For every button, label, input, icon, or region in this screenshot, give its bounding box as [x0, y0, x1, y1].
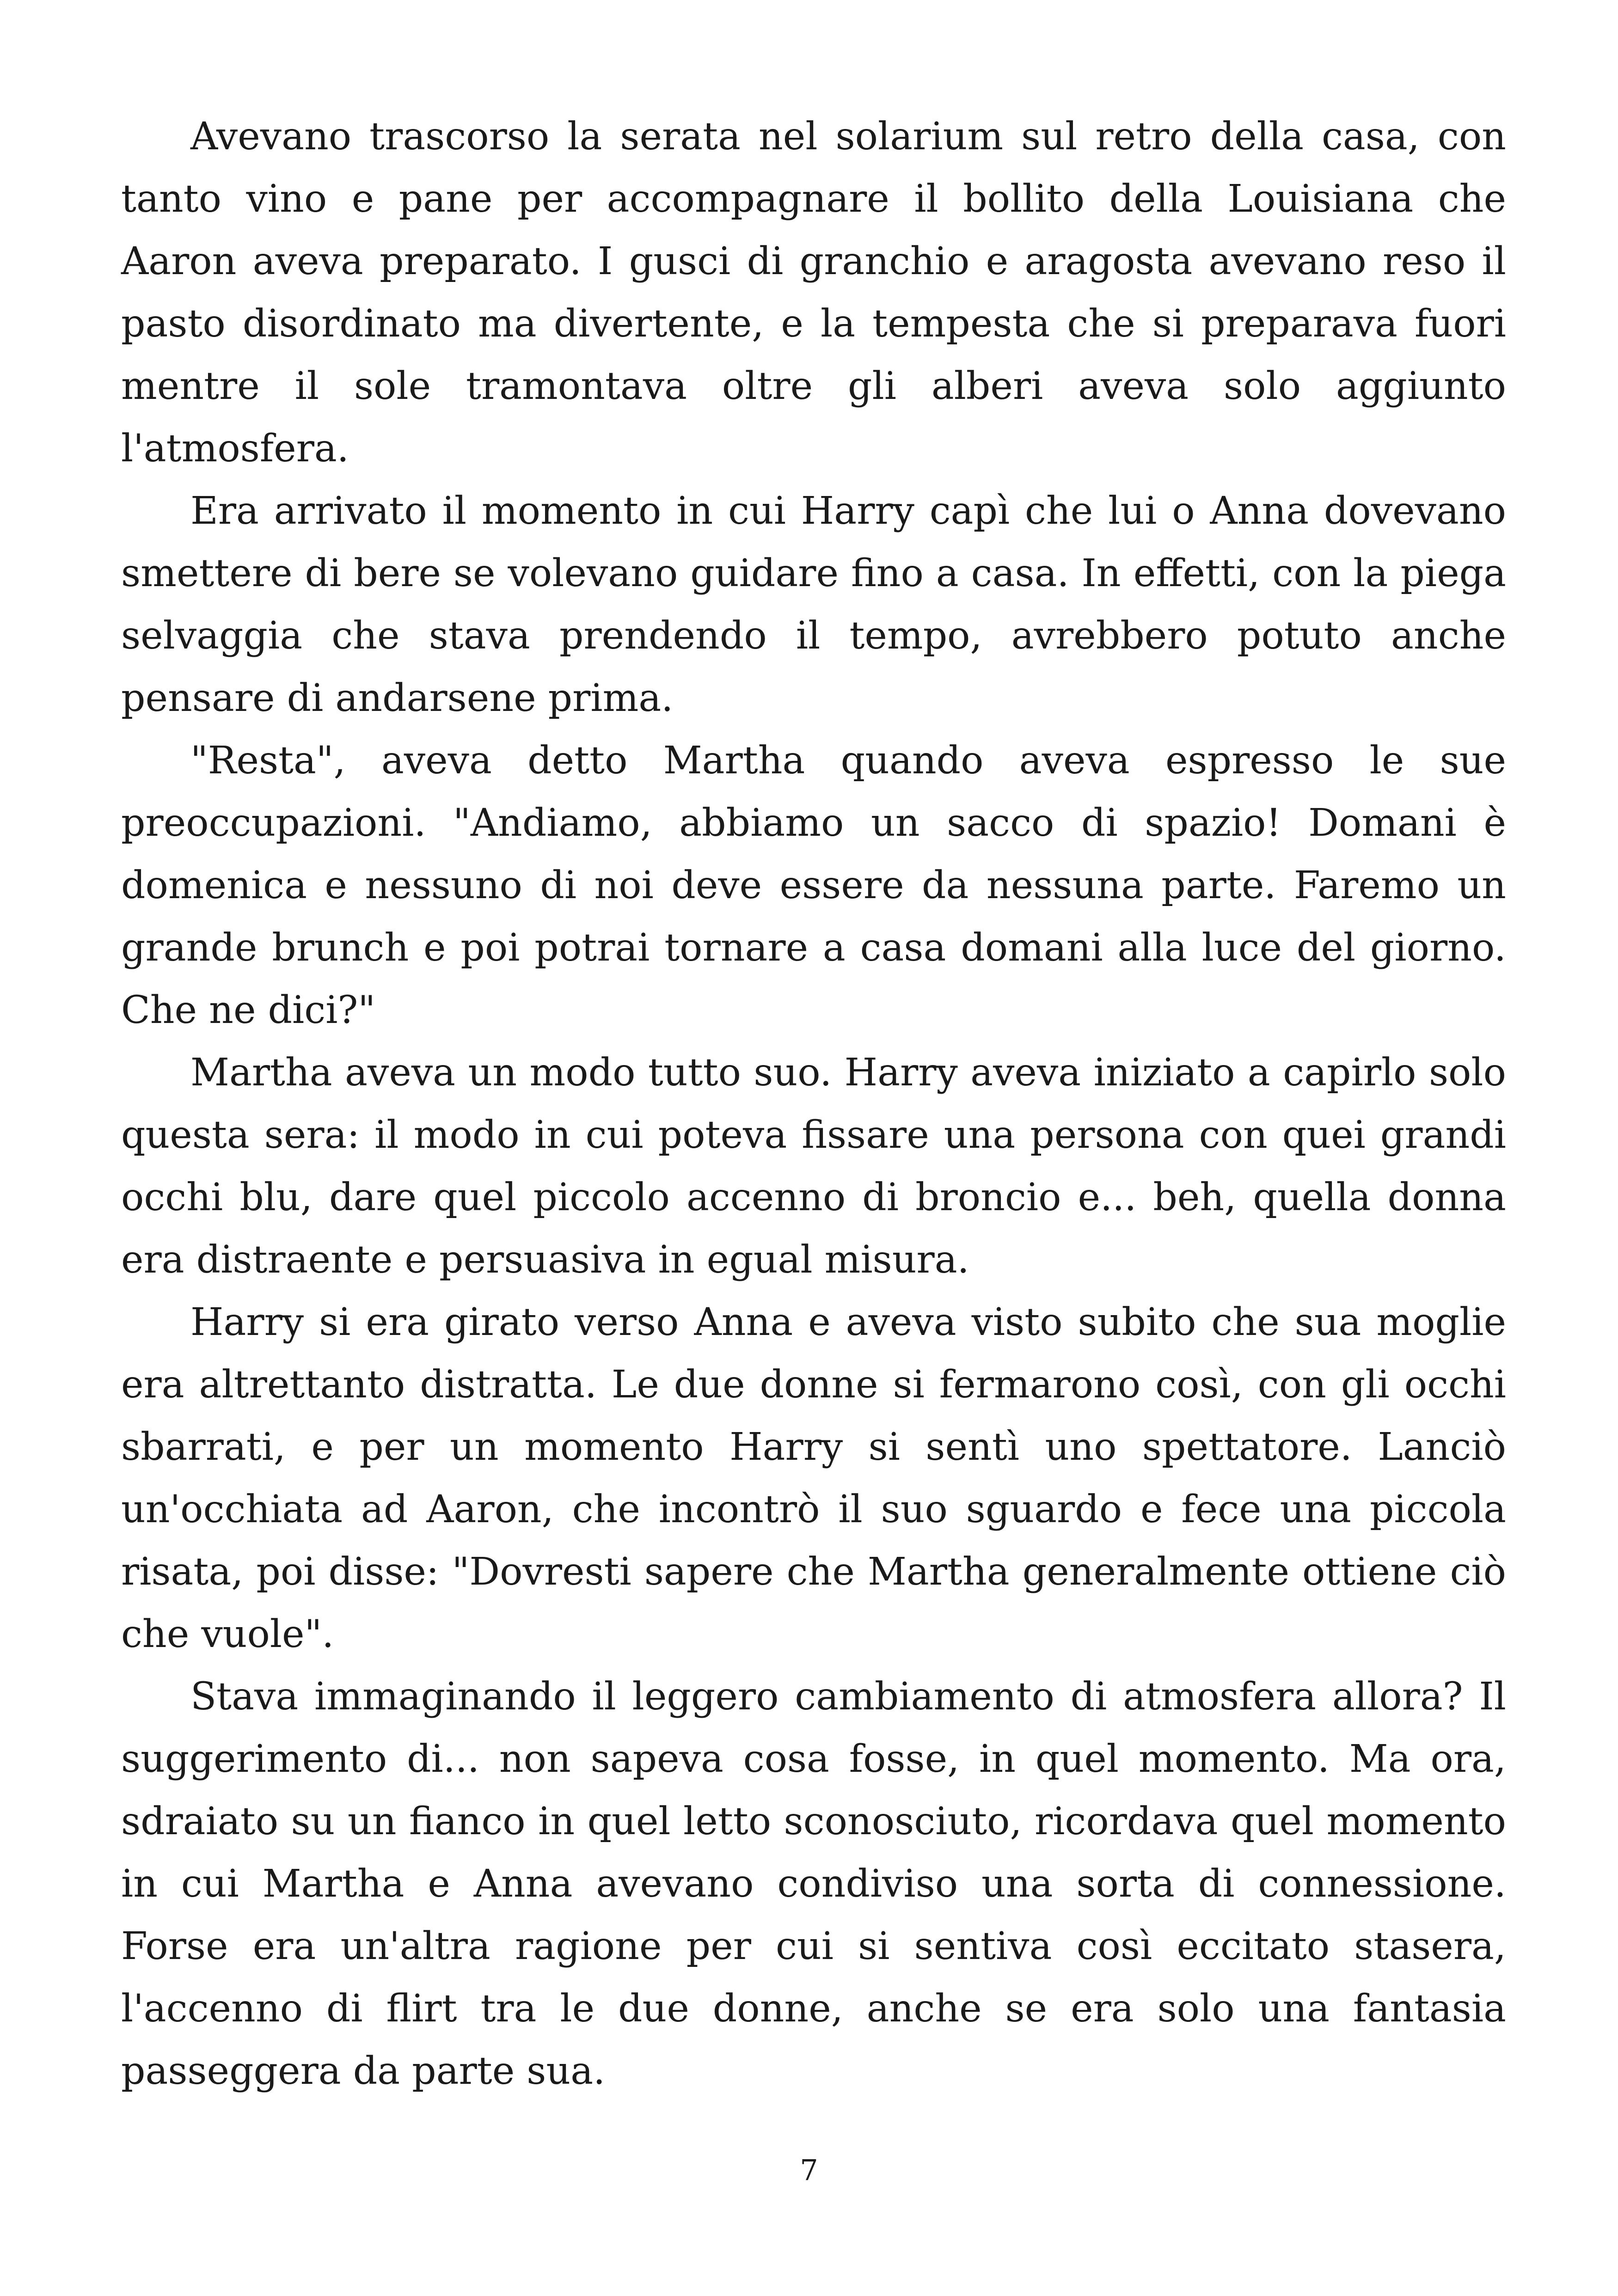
paragraph-5: Harry si era girato verso Anna e aveva visto subito che sua moglie era altrettanto distratta. Le due donne si fermarono così, con gli occhi sbarrati, e per un momento Harry si sentì uno spettatore. Lanciò un'occhiata ad Aaron, che incontrò il suo sguardo e fece una piccola risata, poi disse: "Dovresti sapere che Martha generalmente ottiene ciò che vuole". [121, 1300, 1506, 1656]
body-text [121, 105, 1506, 2102]
paragraph-1: Avevano trascorso la serata nel solarium sul retro della casa, con tanto vino e pane per accompagnare il bollito della Louisiana che Aaron aveva preparato. I gusci di granchio e aragosta avevano reso il pasto disordinato ma divertente, e la tempesta che si preparava fuori mentre il sole tramontava oltre gli alberi aveva solo aggiunto l'atmosfera. [121, 115, 1506, 471]
paragraph-3: "Resta", aveva detto Martha quando aveva espresso le sue preoccupazioni. "Andiamo, abbiamo un sacco di spazio! Domani è domenica e nessuno di noi deve essere da nessuna parte. Faremo un grande brunch e poi potrai tornare a casa domani alla luce del giorno. Che ne dici?" [121, 739, 1506, 1032]
paragraph-2: Era arrivato il momento in cui Harry capì che lui o Anna dovevano smettere di bere se volevano guidare fino a casa. In effetti, con la piega selvaggia che stava prendendo il tempo, avrebbero potuto anche pensare di andarsene prima. [121, 489, 1506, 720]
paragraph-4: Martha aveva un modo tutto suo. Harry aveva iniziato a capirlo solo questa sera: il modo in cui poteva fissare una persona con quei grandi occhi blu, dare quel piccolo accenno di broncio e... beh, quella donna era distraente e persuasiva in egual misura. [121, 1051, 1506, 1282]
paragraph-6: Stava immaginando il leggero cambiamento di atmosfera allora? Il suggerimento di... non sapeva cosa fosse, in quel momento. Ma ora, sdraiato su un fianco in quel letto sconosciuto, ricordava quel momento in cui Martha e Anna avevano condiviso una sorta di connessione. Forse era un'altra ragione per cui si sentiva così eccitato stasera, l'accenno di flirt tra le due donne, anche se era solo una fantasia passeggera da parte sua. [121, 1675, 1506, 2093]
page-number: 7 [800, 2153, 818, 2187]
